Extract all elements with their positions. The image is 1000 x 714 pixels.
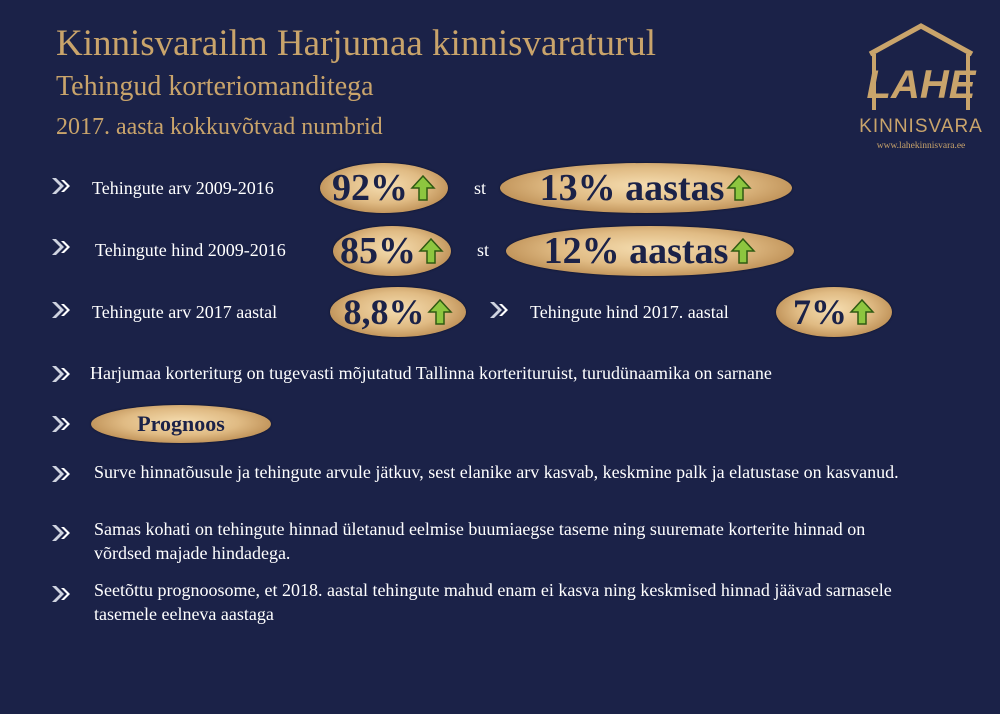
up-arrow-icon [418, 237, 444, 265]
logo-mark: LAHE [866, 63, 976, 107]
stat-badge-yearly-price [506, 226, 794, 276]
chevron-right-icon [50, 237, 74, 257]
stat-badge-yearly-count [500, 163, 792, 213]
page-title: Kinnisvarailm Harjumaa kinnisvaraturul [56, 23, 657, 64]
stat-badge-deals-price-2017 [776, 287, 892, 337]
stat-yearly-value: 13% aastas [539, 167, 725, 209]
prognoos-item: Samas kohati on tehingute hinnad ületanud eelmise buumiaegse taseme ning suuremate korterite hinnad on võrdsed majade hindadega. [94, 519, 866, 563]
company-logo [856, 20, 986, 150]
prognoos-heading: Prognoos [137, 411, 225, 436]
chevron-right-icon [50, 300, 74, 320]
chevron-right-icon [50, 364, 74, 384]
logo-wordmark: KINNISVARA [859, 116, 983, 137]
market-note: Harjumaa korteriturg on tugevasti mõjutatud Tallinna korterituruist, turudünaamika on sarnane [90, 363, 772, 383]
prognoos-item: Surve hinnatõusule ja tehingute arvule jätkuv, sest elanike arv kasvab, keskmine palk ja elatustase on kasvanud. [94, 462, 899, 482]
chevron-right-icon [50, 414, 74, 434]
prognoos-badge [91, 405, 271, 443]
st-label: st [474, 178, 487, 198]
stat-badge-deals-price [333, 226, 451, 276]
logo-house-icon [856, 20, 986, 116]
page-subtitle: Tehingud korteriomanditega [56, 71, 374, 102]
stat-value: 7% [793, 292, 847, 332]
stat-label-deals-price-2009-2016: Tehingute hind 2009-2016 [95, 240, 286, 260]
stat-value: 85% [340, 230, 416, 272]
page-subtitle-year: 2017. aasta kokkuvõtvad numbrid [56, 114, 383, 140]
logo-url: www.lahekinnisvara.ee [876, 141, 966, 151]
up-arrow-icon [427, 298, 453, 326]
up-arrow-icon [410, 174, 436, 202]
chevron-right-icon [488, 300, 512, 320]
chevron-right-icon [50, 584, 74, 604]
st-label: st [477, 240, 490, 260]
stat-label-deals-count-2017: Tehingute arv 2017 aastal [92, 302, 278, 322]
stat-value: 92% [332, 167, 408, 209]
prognoos-item: Seetõttu prognoosome, et 2018. aastal tehingute mahud enam ei kasva ning keskmised hinnad jäävad sarnasele tasemele eelneva aastaga [94, 580, 892, 624]
up-arrow-icon [849, 298, 875, 326]
chevron-right-icon [50, 523, 74, 543]
stat-label-deals-count-2009-2016: Tehingute arv 2009-2016 [92, 178, 274, 198]
stat-value: 8,8% [343, 292, 425, 332]
chevron-right-icon [50, 464, 74, 484]
stat-yearly-value: 12% aastas [543, 230, 729, 272]
stat-badge-deals-count-2017 [330, 287, 466, 337]
chevron-right-icon [50, 176, 74, 196]
up-arrow-icon [726, 174, 752, 202]
stat-label-deals-price-2017: Tehingute hind 2017. aastal [530, 302, 729, 322]
up-arrow-icon [730, 237, 756, 265]
stat-badge-deals-count [320, 163, 448, 213]
